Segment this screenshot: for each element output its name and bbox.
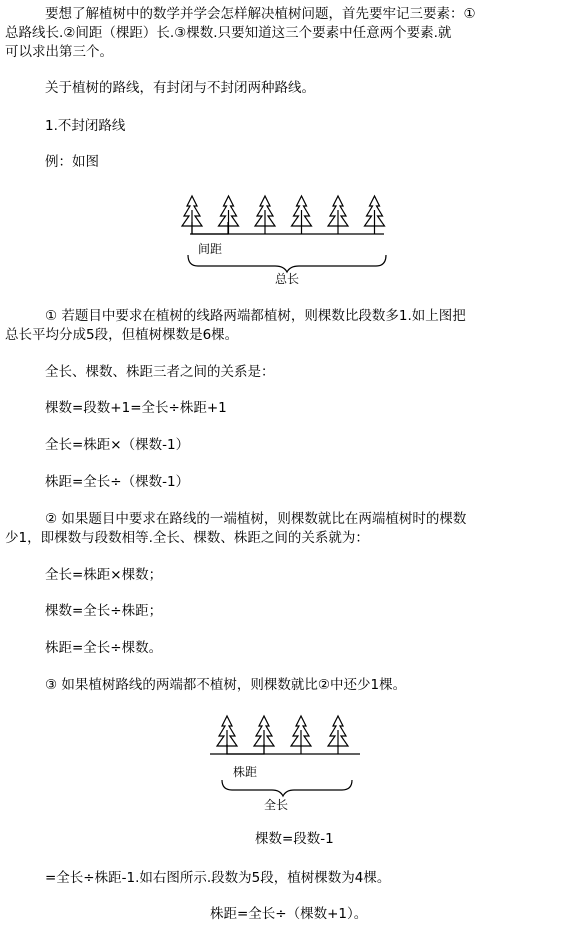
intro-line-1: 要想了解植树中的数学并学会怎样解决植树问题，首先要牢记三要素：① — [45, 6, 476, 22]
tree-icon — [328, 716, 348, 754]
routes-text: 关于植树的路线，有封闭与不封闭两种路线。 — [45, 80, 315, 96]
tree-icon — [255, 196, 275, 234]
section-title: 1.不封闭路线 — [45, 118, 126, 134]
case3-text: ③ 如果植树路线的两端都不植树，则棵数就比②中还少1棵。 — [45, 677, 407, 693]
total-label-1: 总长 — [275, 272, 300, 286]
formula-d: =全长÷株距-1.如右图所示.段数为5段，植树棵数为4棵。 — [45, 870, 391, 886]
tree-diagram-1 — [170, 190, 410, 290]
tree-row-1 — [182, 196, 385, 234]
total-label-2: 全长 — [264, 798, 289, 812]
formula-b1: 全长=株距×棵数； — [45, 567, 163, 583]
case1-line-2: 总长平均分成5段，但植树棵数是6棵。 — [5, 327, 239, 343]
tree-icon — [365, 196, 385, 234]
tree-diagram-2 — [200, 712, 380, 816]
formula-b2: 棵数=全长÷株距； — [45, 603, 163, 619]
tree-icon — [328, 196, 348, 234]
tree-row-2 — [217, 716, 348, 754]
formula-a1: 棵数=段数+1=全长÷株距+1 — [45, 400, 227, 416]
gap-label-1: 间距 — [198, 242, 223, 256]
case2-line-1: ② 如果题目中要求在路线的一端植树，则棵数就比在两端植树时的棵数 — [45, 511, 467, 527]
case1-line-1: ① 若题目中要求在植树的线路两端都植树，则棵数比段数多1.如上图把 — [45, 308, 466, 324]
formula-b3: 株距=全长÷棵数。 — [45, 640, 163, 656]
intro-line-2: 总路线长.②间距（棵距）长.③棵数.只要知道这三个要素中任意两个要素.就 — [5, 25, 452, 41]
formula-a2: 全长=株距×（棵数-1） — [45, 437, 190, 453]
formula-e: 株距=全长÷（棵数+1）。 — [210, 906, 368, 922]
gap-label-2: 株距 — [233, 765, 258, 779]
relation-intro: 全长、棵数、株距三者之间的关系是： — [45, 364, 275, 380]
gap-bracket-1 — [192, 222, 228, 234]
total-brace-1 — [188, 255, 386, 272]
example-label: 例：如图 — [45, 154, 99, 170]
formula-c: 棵数=段数-1 — [255, 831, 334, 847]
total-brace-2 — [222, 780, 352, 796]
intro-line-3: 可以求出第三个。 — [5, 44, 113, 60]
tree-icon — [292, 196, 312, 234]
tree-icon — [291, 716, 311, 754]
case2-line-2: 少1，即棵数与段数相等.全长、棵数、株距之间的关系就为： — [5, 530, 369, 546]
formula-a3: 株距=全长÷（棵数-1） — [45, 474, 190, 490]
